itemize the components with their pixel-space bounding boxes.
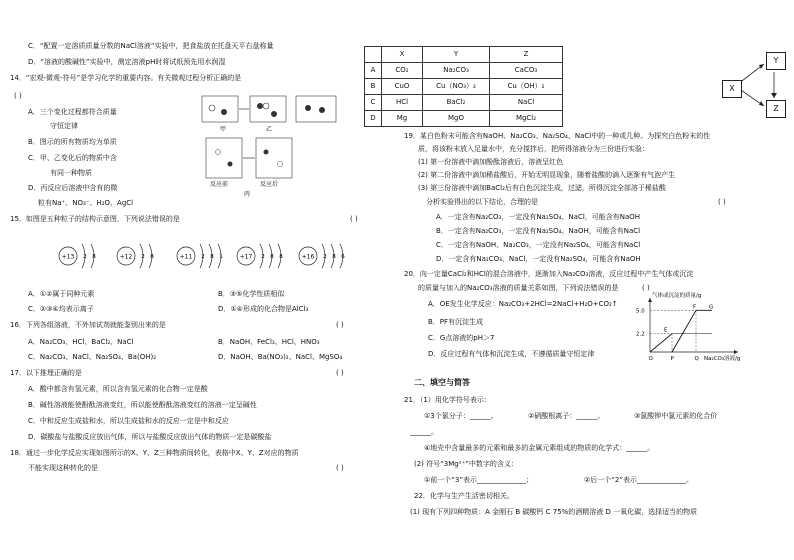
atom-nucleus-label: +12: [119, 253, 133, 261]
q19-step3: (3) 第三份溶液中滴加BaCl₂后有白色沉淀生成，过滤，所得沉淀全部溶于稀盐酸: [418, 184, 666, 192]
fig14-label-before: 反应前: [210, 181, 229, 188]
table-row: [365, 95, 563, 111]
q19-stem: 19．某白色粉末可能含有NaOH、Na₂CO₃、Na₂SO₄、NaCl中的一种或几种。为探究白色粉末的性: [404, 132, 711, 140]
y-axis-label: 气体或沉淀的质量/g: [652, 293, 702, 299]
gas-line: [650, 334, 672, 352]
x-axis-arrow: [734, 350, 738, 354]
electron-count-label: 6: [341, 254, 345, 260]
q21-item4: ④地壳中含量最多的元素和最多的金属元素组成的物质的化学式：______。: [424, 444, 655, 452]
table-cell: CuO: [382, 79, 423, 95]
table-row: [365, 79, 563, 95]
q15-option-a: A．①②属于同种元素: [28, 290, 95, 298]
electron-count-label: 8: [92, 254, 96, 260]
point-label-g: G: [709, 304, 714, 311]
q14-option-a2: 守恒定律: [50, 122, 78, 130]
table-header-cell: [365, 47, 382, 63]
q19-paren: ( ): [718, 198, 726, 206]
q14-option-a: A．三个变化过程都符合质量: [28, 108, 117, 116]
table-cell: Cu（OH）₂: [490, 79, 563, 95]
q14-option-d2: 粒有Na⁺、NO₃⁻、H₂O、AgCl: [38, 199, 134, 207]
q20-stem2: 的质量与加入的Na₂CO₃溶液的质量关系如图，下列说法错误的是: [418, 284, 619, 292]
electron-count-label: 2: [83, 254, 87, 260]
q19-option-b: B．一定含有Na₂CO₃，一定没有Na₂SO₄、NaOH，可能含有NaCl: [436, 227, 641, 235]
electron-count-label: 8: [270, 254, 274, 260]
table-cell: MgCl₂: [490, 111, 563, 127]
q14-stem: 14．“宏观-微观-符号”是学习化学的重要内容。有关微观过程分析正确的是: [10, 74, 242, 82]
q16-option-d: D．NaOH、Ba(NO₃)₂、NaCl、MgSO₄: [218, 353, 343, 361]
q20-option-b: B．PF有沉淀生成: [428, 318, 484, 326]
fig14-label-after: 反应后: [260, 181, 279, 188]
q19-conclusion: 分析实验得出的以下结论，合理的是: [426, 198, 538, 206]
q17-paren: ( ): [336, 369, 344, 377]
q14-option-c2: 有同一种物质: [50, 169, 92, 177]
q13-option-c: C．“配置一定溶质质量分数的NaCl溶液”实验中，把食盐放在托盘天平右盘称量: [28, 42, 274, 50]
table-cell: CO₂: [382, 63, 423, 79]
electron-count-label: 2: [201, 254, 205, 260]
electron-count-label: 2: [261, 254, 265, 260]
q21-item3-blank: ______。: [410, 428, 438, 436]
electron-count-label: 1: [219, 254, 223, 260]
point-label-e: E: [664, 327, 668, 334]
q21-item2: ②硝酸根离子：______。: [528, 412, 605, 420]
fig14-label-bing: 丙: [244, 191, 251, 198]
electron-count-label: 8: [279, 254, 283, 260]
q14-option-b: B．图示的所有物质均为单质: [28, 138, 117, 146]
table-row: [365, 63, 563, 79]
q18-paren: ( ): [336, 464, 344, 472]
q15-option-c: C．②③④均表示离子: [28, 305, 94, 313]
q19-step1: (1) 第一份溶液中滴加酚酞溶液后，溶液呈红色: [418, 158, 564, 166]
q20-chart: [636, 292, 754, 364]
atom-diagram: [296, 236, 352, 276]
table-header-row: [365, 47, 563, 63]
q17-option-d: D．碳酸盐与盐酸反应放出气体，所以与盐酸反应放出气体的物质一定是碳酸盐: [28, 433, 272, 441]
x-tick-label: Q: [694, 356, 699, 362]
q17-stem: 17．以下推理正确的是: [10, 369, 82, 377]
q21-part2-item2: ②后一个“2”表示______________。: [584, 476, 693, 484]
q16-option-a: A．Na₂CO₃、HCl、BaCl₂、NaCl: [28, 338, 134, 346]
table-cell: Mg: [382, 111, 423, 127]
atom-diagram: [174, 236, 230, 276]
q20-stem: 20．向一定量CaCl₂和HCl的混合溶液中，逐渐加入Na₂CO₃溶液，反应过程中产生气体或沉淀: [404, 270, 694, 278]
q14-paren: ( ): [14, 92, 22, 100]
q17-option-c: C．中和反应生成盐和水，所以生成盐和水的反应一定是中和反应: [28, 417, 229, 425]
q20-option-d: D．反应过程有气体和沉淀生成，不遵循质量守恒定律: [428, 350, 595, 358]
table-row: [365, 111, 563, 127]
atom-diagram: [114, 236, 170, 276]
table-cell: D: [365, 111, 382, 127]
electron-count-label: 8: [210, 254, 214, 260]
q18-stem: 18．通过一步化学反应实现如图所示的X、Y、Z三种物质间转化，表格中X、Y、Z对应的物质: [10, 449, 299, 457]
y-tick-label: 5.0: [636, 308, 645, 315]
electron-count-label: 8: [332, 254, 336, 260]
table-header-cell: Y: [423, 47, 490, 63]
q21-stem: 21．（1）用化学符号表示：: [404, 396, 491, 404]
electron-count-label: 2: [141, 254, 145, 260]
q17-option-a: A．酸中都含有氢元素，所以含有氢元素的化合物一定是酸: [28, 385, 208, 393]
node-z: Z: [766, 100, 786, 118]
q19-option-c: C．一定含有NaOH、Na₂CO₃，一定没有Na₂SO₄，可能含有NaCl: [436, 241, 641, 249]
x-tick-label: P: [670, 356, 674, 362]
q15-paren: ( ): [350, 215, 358, 223]
node-y: Y: [766, 52, 786, 70]
table-cell: B: [365, 79, 382, 95]
electron-count-label: 8: [150, 254, 154, 260]
x-tick-label: O: [648, 356, 653, 362]
q21-item1: ①3个氯分子：______。: [424, 412, 498, 420]
precipitate-line: [672, 310, 712, 352]
table-cell: C: [365, 95, 382, 111]
q20-option-a: A．OE发生化学反应：Na₂CO₃+2HCl=2NaCl+H₂O+CO₂↑: [428, 300, 618, 308]
table-cell: CaCO₃: [490, 63, 563, 79]
table-cell: HCl: [382, 95, 423, 111]
q19-step2: (2) 第二份溶液中滴加稀盐酸后，开始无明显现象，随着盐酸的滴入逐渐有气泡产生: [418, 171, 676, 179]
q15-atom-diagrams: [56, 236, 356, 280]
q20-option-c: C．G点溶液的pH＞7: [428, 334, 495, 342]
atom-nucleus-label: +13: [61, 253, 75, 261]
q14-option-c: C．甲、乙变化后的物质中含: [28, 154, 117, 162]
atom-nucleus-label: +17: [239, 253, 253, 261]
atom-nucleus-label: +11: [179, 253, 193, 261]
fig14-label-jia: 甲: [220, 126, 227, 133]
atom-diagram: [56, 236, 112, 276]
y-tick-label: 2.2: [636, 331, 645, 338]
q21-part2: (2) 符号“3Mg²⁺”中数字的含义：: [414, 460, 518, 468]
table-cell: MgO: [423, 111, 490, 127]
table-cell: A: [365, 63, 382, 79]
atom-nucleus-label: +16: [301, 253, 315, 261]
q17-option-b: B．碱性溶液能使酚酞溶液变红，所以能使酚酞溶液变红的溶液一定呈碱性: [28, 401, 257, 409]
table-cell: Cu（NO₃）₂: [423, 79, 490, 95]
table-cell: BaCl₂: [423, 95, 490, 111]
q16-paren: ( ): [336, 321, 344, 329]
q15-option-d: D．①④形成的化合物是AlCl₃: [218, 305, 309, 313]
electron-count-label: 2: [323, 254, 327, 260]
q15-stem: 15．如图是五种粒子的结构示意图，下列说法错误的是: [10, 215, 180, 223]
q16-option-c: C．Na₂CO₃、NaCl、Na₂SO₄、Ba(OH)₂: [28, 353, 157, 361]
q19-option-d: D．一定含有Na₂CO₃、NaCl，一定没有Na₂SO₄，可能含有NaOH: [436, 255, 641, 263]
q21-part2-item1: ①前一个“3”表示______________；: [424, 476, 533, 484]
q20-paren: ( ): [642, 284, 650, 292]
table-cell: NaCl: [490, 95, 563, 111]
q19-option-a: A．一定含有Na₂CO₃，一定没有Na₂SO₄、NaCl，可能含有NaOH: [436, 213, 641, 221]
atom-diagram: [234, 236, 290, 276]
q14-figure: [196, 90, 346, 200]
q16-option-b: B．NaOH、FeCl₃、HCl、HNO₃: [218, 338, 320, 346]
q15-option-b: B．③⑤化学性质相似: [218, 290, 285, 298]
q18-stem2: 不能实现这种转化的是: [28, 464, 98, 472]
q14-option-d: D．丙反应后溶液中含有的微: [28, 184, 118, 192]
fig14-label-yi: 乙: [266, 126, 273, 133]
q13-option-d: D．“溶液的酸碱性”实验中，测定溶液pH时将试纸预先用水润湿: [28, 58, 226, 66]
q16-stem: 16．下列各组溶液，不外加试剂就能鉴别出来的是: [10, 321, 166, 329]
q22-item1: (1) 现有下列四种物质：A 金刚石 B 碳酸钙 C 75%的酒精溶液 D 一氧化碳，选择适当的物质: [410, 508, 698, 516]
table-cell: Na₂CO₃: [423, 63, 490, 79]
q21-item3: ③氯酸钾中氯元素的化合价: [634, 412, 718, 420]
section-2-title: 二、填空与简答: [414, 378, 470, 387]
q22-stem: 22．化学与生产生活密切相关。: [414, 492, 514, 500]
node-x: X: [722, 80, 742, 98]
table-header-cell: Z: [490, 47, 563, 63]
x-axis-label: Na₂CO₃溶液/g: [704, 356, 741, 362]
q19-stem2: 质，将该粉末放入足量水中，充分搅拌后，把所得溶液分为三份进行实验：: [418, 145, 649, 153]
table-header-cell: X: [382, 47, 423, 63]
point-label-f: F: [693, 304, 697, 311]
xyz-table: [364, 46, 563, 127]
